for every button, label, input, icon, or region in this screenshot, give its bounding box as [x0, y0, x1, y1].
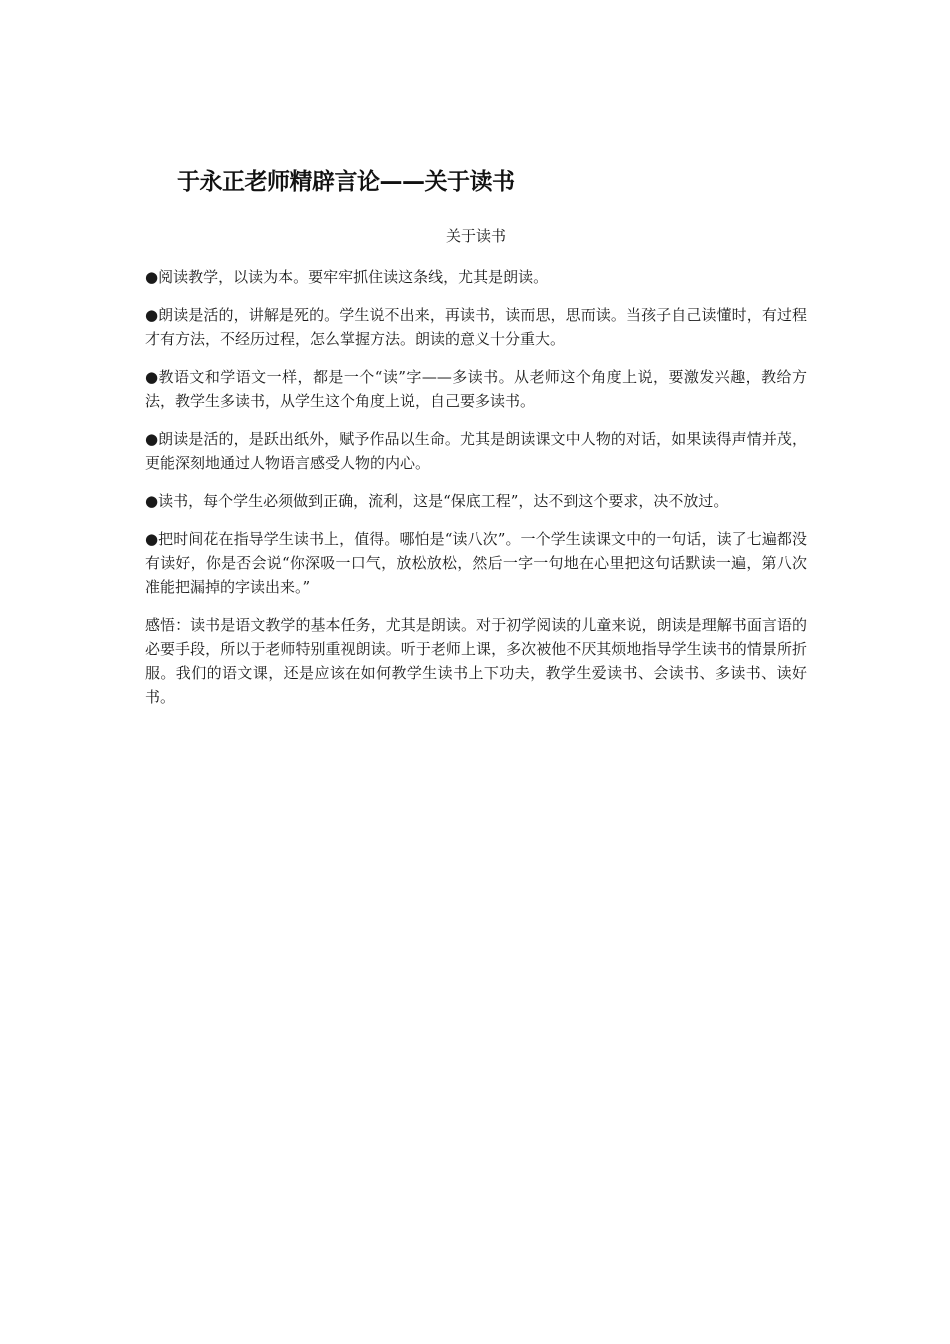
document-body: [145, 265, 807, 723]
bullet-paragraph-2: ●朗读是活的，讲解是死的。学生说不出来，再读书，读而思，思而读。当孩子自己读懂时，有过程才有方法，不经历过程，怎么掌握方法。朗读的意义十分重大。: [145, 306, 807, 348]
bullet-paragraph-5: ●读书，每个学生必须做到正确，流利，这是“保底工程”，达不到这个要求，决不放过。: [145, 492, 729, 510]
bullet-paragraph-1: ●阅读教学，以读为本。要牢牢抓住读这条线，尤其是朗读。: [145, 268, 549, 286]
reflection-paragraph: 感悟：读书是语文教学的基本任务，尤其是朗读。对于初学阅读的儿童来说，朗读是理解书面言语的必要手段，所以于老师特别重视朗读。听于老师上课，多次被他不厌其烦地指导学生读书的情景所折服。我们的语文课，还是应该在如何教学生读书上下功夫，教学生爱读书、会读书、多读书、读好书。: [145, 616, 807, 706]
document-subtitle: 关于读书: [445, 227, 506, 245]
bullet-paragraph-6: ●把时间花在指导学生读书上，值得。哪怕是“读八次”。一个学生读课文中的一句话，读了七遍都没有读好，你是否会说“你深吸一口气，放松放松，然后一字一句地在心里把这句话默读一遍，第八次准能把漏掉的字读出来。”: [145, 530, 807, 596]
bullet-paragraph-4: ●朗读是活的，是跃出纸外，赋予作品以生命。尤其是朗读课文中人物的对话，如果读得声情并茂，更能深刻地通过人物语言感受人物的内心。: [145, 430, 807, 472]
document-title: 于永正老师精辟言论——关于读书: [177, 169, 515, 195]
bullet-paragraph-3: ●教语文和学语文一样，都是一个“读”字——多读书。从老师这个角度上说，要激发兴趣，教给方法，教学生多读书，从学生这个角度上说，自己要多读书。: [145, 368, 807, 410]
